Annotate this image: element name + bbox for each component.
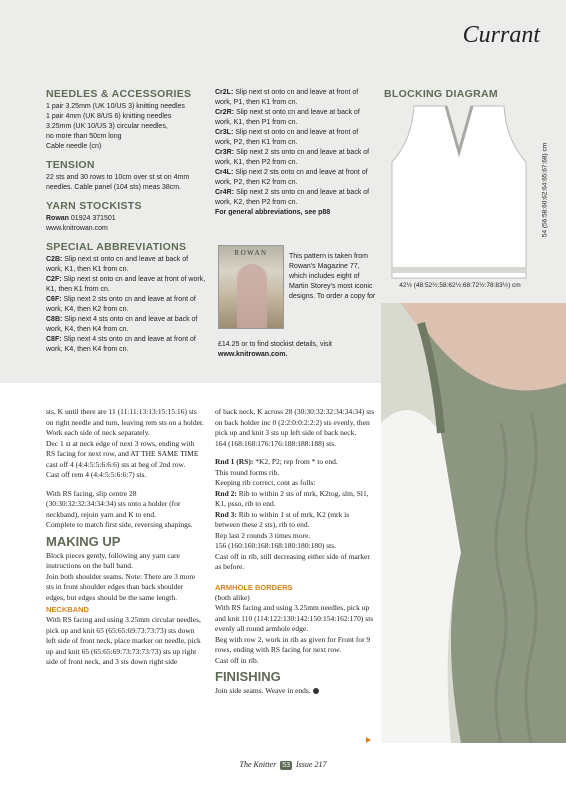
blocking-diagram-heading: BLOCKING DIAGRAM xyxy=(384,88,498,100)
abbr-code: C8F: xyxy=(46,336,62,343)
round-text: Rib to within 1 st of mrk, K2 (mrk is between these 2 sts), rib to end. xyxy=(215,509,350,529)
abbr-item xyxy=(46,315,206,335)
page-footer xyxy=(0,760,566,770)
abbr-text: Slip next 2 sts onto cn and leave at back of work, K2, then P2 from cn. xyxy=(215,189,370,206)
abbr-item xyxy=(215,108,375,128)
magazine-logo: ROWAN xyxy=(234,249,268,257)
instruction-paragraph: sts, K until there are 11 (11:11:13:13:15:15:16) sts on right needle and turn, leaving rem sts on a holder. xyxy=(46,407,204,427)
abbr-code: Cr3R: xyxy=(215,149,235,156)
abbr-text: Slip next st onto cn and leave at front of work, K1, then K1 from cn. xyxy=(46,276,206,293)
abbr-code: Cr2R: xyxy=(215,109,235,116)
general-abbr-note xyxy=(215,208,375,218)
round-3 xyxy=(215,510,375,531)
paragraph-gap xyxy=(46,481,204,489)
magazine-cover-image xyxy=(218,245,284,329)
needles-line: 1 pair 3.25mm (UK 10/US 3) knitting needles xyxy=(46,103,185,110)
armhole-sub: (both alike) xyxy=(215,592,250,602)
model-photo xyxy=(381,303,566,743)
magazine-promo-text-2 xyxy=(218,340,378,360)
yarn-website[interactable]: www.knitrowan.com xyxy=(46,225,108,232)
abbr-code: C8B: xyxy=(46,316,63,323)
abbr-text: Slip next 2 sts onto cn and leave at front of work, K4, then K2 from cn. xyxy=(46,296,196,313)
yarn-heading: YARN STOCKISTS xyxy=(46,200,142,212)
paragraph-gap xyxy=(215,573,375,581)
abbr-item xyxy=(46,275,206,295)
end-mark-icon xyxy=(313,688,319,694)
armhole-text-3: Cast off in rib. xyxy=(215,655,259,665)
abbr-code: C2F: xyxy=(46,276,62,283)
needles-line: Cable needle (cn) xyxy=(46,143,102,150)
abbr-item xyxy=(215,88,375,108)
finishing-heading: FINISHING xyxy=(215,669,281,684)
page-number: 53 xyxy=(282,762,290,769)
instruction-paragraph: Complete to match first side, reversing shapings. xyxy=(46,520,193,529)
abbr-text: Slip next 2 sts onto cn and leave at back of work, K1, then P2 from cn. xyxy=(215,149,370,166)
neckband-heading: NECKBAND xyxy=(46,605,89,614)
tension-heading: TENSION xyxy=(46,159,95,171)
general-abbr-text: For general abbreviations, see p88 xyxy=(215,209,331,216)
abbr-item xyxy=(215,168,375,188)
round-code: Rnd 1 (RS): xyxy=(215,457,254,466)
abbreviations-column xyxy=(215,88,375,218)
abbr-code: Cr2L: xyxy=(215,89,234,96)
round-code: Rnd 3: xyxy=(215,509,237,519)
abbr-code: C2B: xyxy=(46,256,63,263)
instruction-paragraph: 156 (160:160:168:168:180:180:180) sts. xyxy=(215,541,337,550)
armhole-text-2: Beg with row 2, work in rib as given for Front for 9 rows, ending with RS facing for next row. xyxy=(215,634,371,654)
promo-link[interactable]: www.knitrowan.com. xyxy=(218,351,288,358)
needles-line: no more than 50cm long xyxy=(46,133,122,140)
abbr-text: Slip next st onto cn and leave at front of work, P2, then K1 from cn. xyxy=(215,129,359,146)
instruction-paragraph: of back neck, K across 28 (30:30:32:32:34:34:34) sts on back holder inc 0 (2:2:0:0:2:2:2) sts evenly, then pick up and knit 3 sts up left side of back neck. xyxy=(215,407,375,437)
instruction-paragraph: Cast off in rib, still decreasing either side of marker as before. xyxy=(215,551,370,571)
watermark: PassionForum.ru xyxy=(476,780,560,792)
abbr-text: Slip next 2 sts onto cn and leave at front of work, P2, then K2 from cn. xyxy=(215,169,368,186)
finishing-paragraph xyxy=(215,686,375,697)
abbr-item xyxy=(46,255,206,275)
round-text: *K2, P2; rep from * to end. xyxy=(255,457,338,466)
abbr-text: Slip next 4 sts onto cn and leave at front of work, K4, then K4 from cn. xyxy=(46,336,196,353)
round-1 xyxy=(215,457,375,468)
length-dimension-wrapper xyxy=(540,100,550,280)
continue-arrow-icon xyxy=(366,737,371,743)
footer-issue: Issue 217 xyxy=(296,760,327,769)
abbr-item xyxy=(215,188,375,208)
special-abbr-heading: SPECIAL ABBREVIATIONS xyxy=(46,241,187,253)
abbr-text: Slip next st onto cn and leave at back of work, K1, then K1 from cn. xyxy=(46,256,189,273)
length-dimension: 54 (56:58:60:62:64:65:67:68) cm xyxy=(541,142,549,238)
instructions-left-column xyxy=(46,407,204,668)
abbr-item xyxy=(46,335,206,355)
instruction-paragraph: 164 (168:168:176:176:188:188:188) sts. xyxy=(215,438,337,448)
instruction-paragraph: Rep last 2 rounds 3 times more. xyxy=(215,530,311,540)
vest-outline xyxy=(392,106,526,278)
abbr-item xyxy=(215,148,375,168)
instructions-right-column xyxy=(215,407,375,697)
cover-model-figure xyxy=(237,264,267,329)
round-text: Rib to within 2 sts of mrk, K2tog, slm, Sl1, K1, psso, rib to end. xyxy=(215,488,369,508)
abbr-item xyxy=(215,128,375,148)
instruction-paragraph: With RS facing, slip centre 28 (30:30:32:32:34:34:34) sts onto a holder (for neckband), rejoin yarn and K to end. xyxy=(46,488,181,519)
instruction-paragraph: Cast off rem 4 (4:4:5:5:6:6:7) sts. xyxy=(46,470,147,479)
neckband-text: With RS facing and using 3.25mm circular needles, pick up and knit 65 (65:65:69:73:73:73) sts down left side of front neck, place marker on needle, pick up and knit 65 (65:65:69:73:73:73:73) sts up right side of front neck, and 3 sts down right side xyxy=(46,615,201,666)
needles-line: 1 pair 4mm (UK 8/US 6) knitting needles xyxy=(46,113,172,120)
yarn-contact xyxy=(46,214,206,224)
finishing-text: Join side seams. Weave in ends. xyxy=(215,686,311,695)
abbr-code: Cr4L: xyxy=(215,169,234,176)
tension-text: 22 sts and 30 rows to 10cm over st st on 4mm needles. Cable panel (104 sts) meas 38cm. xyxy=(46,174,190,191)
abbr-code: Cr4R: xyxy=(215,189,235,196)
yarn-brand: Rowan xyxy=(46,215,69,222)
round-2 xyxy=(215,489,375,510)
abbr-item xyxy=(46,295,206,315)
instruction-paragraph: This round forms rib. xyxy=(215,467,280,477)
abbr-code: Cr3L: xyxy=(215,129,234,136)
armhole-heading: ARMHOLE BORDERS xyxy=(215,582,293,592)
instruction-paragraph: Dec 1 st at neck edge of next 3 rows, ending with RS facing for next row, and AT THE SAME TIME cast off 4 (4:4:5:5:6:6:6) sts at beg of 2nd row. xyxy=(46,438,199,469)
width-dimension: 42½ (48:52½:58:62½:68:72½:78:83½) cm xyxy=(399,282,521,289)
needles-heading: NEEDLES & ACCESSORIES xyxy=(46,88,192,100)
special-abbreviations-section xyxy=(46,241,206,355)
needles-section xyxy=(46,88,206,152)
needles-line: 3.25mm (UK 10/US 3) circular needles, xyxy=(46,123,168,130)
materials-column xyxy=(46,88,206,362)
round-code: Rnd 2: xyxy=(215,488,237,498)
making-up-heading: MAKING UP xyxy=(46,533,121,549)
yarn-section xyxy=(46,200,206,234)
abbr-code: C6F: xyxy=(46,296,62,303)
page-title: Currant xyxy=(462,22,540,48)
magazine-promo-text: This pattern is taken from Rowan's Magazine 77, which includes eight of Martin Storey's most iconic designs. To order a copy for xyxy=(289,253,376,300)
instruction-paragraph: Keeping rib correct, cont as folls: xyxy=(215,478,316,487)
footer-magazine: The Knitter xyxy=(239,760,277,769)
paragraph-gap xyxy=(215,449,375,457)
abbr-text: Slip next st onto cn and leave at front of work, P1, then K1 from cn. xyxy=(215,89,359,106)
armhole-text: With RS facing and using 3.25mm needles, pick up and knit 110 (114:122:130:142:150:154:162:170) sts evenly all round armhole edge. xyxy=(215,603,374,633)
instruction-paragraph: Work each side of neck separately. xyxy=(46,428,150,437)
abbr-text: Slip next st onto cn and leave at back of work, K1, then P1 from cn. xyxy=(215,109,360,126)
tension-section xyxy=(46,159,206,193)
yarn-phone: 01924 371501 xyxy=(70,215,116,222)
making-up-text-2: Join both shoulder seams. Note: There are 3 more sts in front shoulder edges than back shoulder edges, but edges should be the same length. xyxy=(46,571,196,602)
making-up-text: Block pieces gently, following any yarn care instructions on the ball band. xyxy=(46,550,180,570)
promo-order-text: £14.25 or to find stockist details, visit xyxy=(218,341,332,348)
blocking-diagram xyxy=(384,100,534,280)
abbr-text: Slip next 4 sts onto cn and leave at back of work, K4, then K4 from cn. xyxy=(46,316,198,333)
